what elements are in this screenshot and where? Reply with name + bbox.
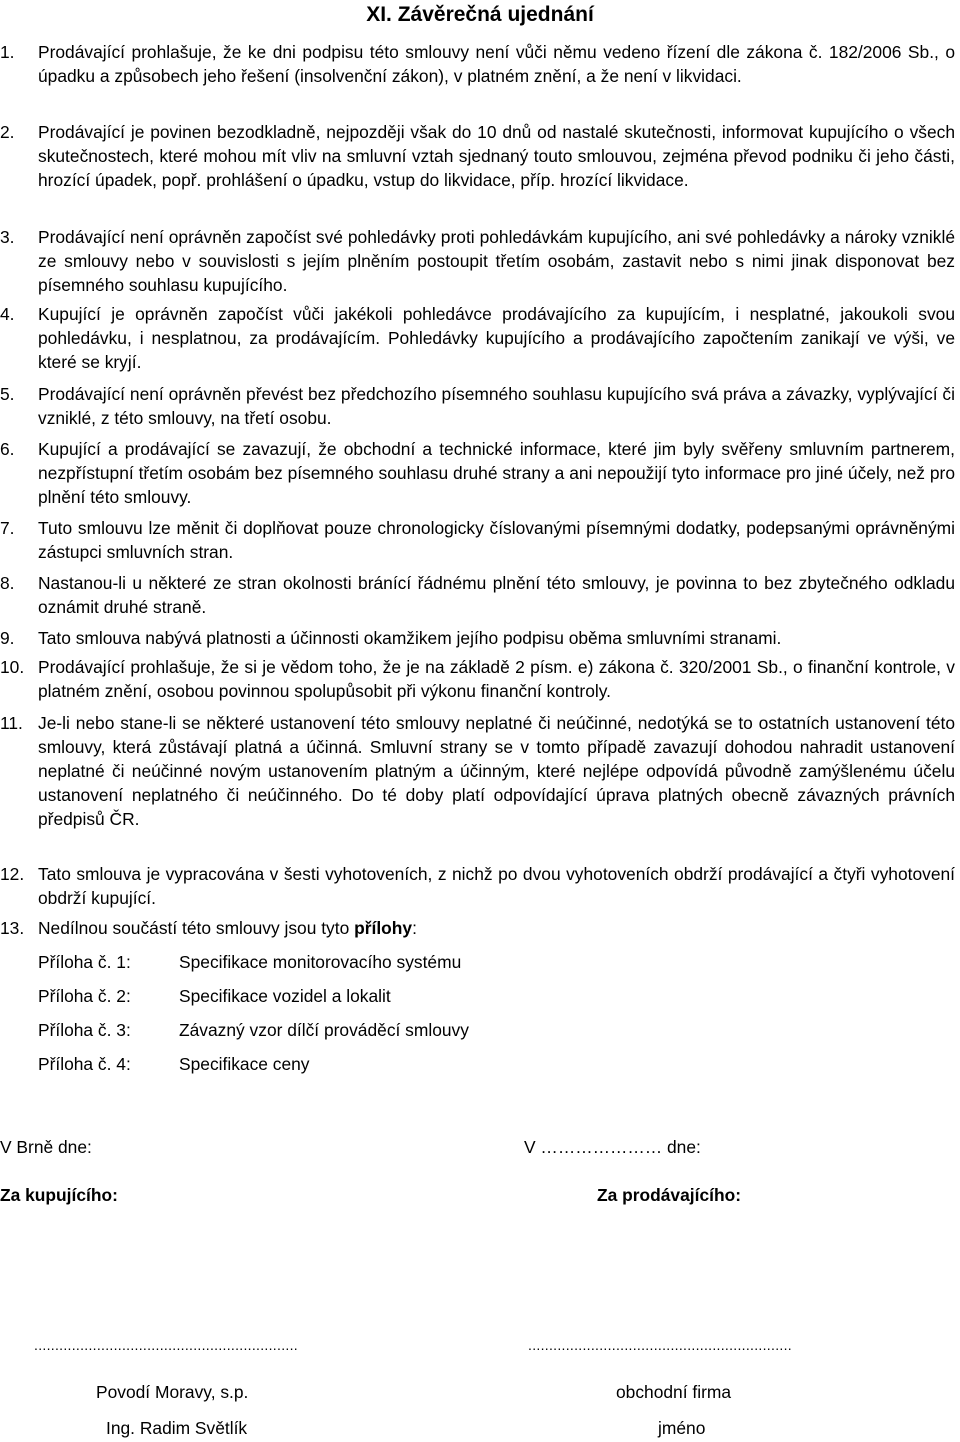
buyer-place-date: V Brně dne: <box>0 1137 92 1157</box>
seller-signature-line: ............................................................... <box>528 1337 792 1353</box>
clause-text: Prodávající není oprávněn převést bez předchozího písemného souhlasu kupujícího svá práva a závazky, vyplývající či vzniklé, z této smlouvy, na třetí osobu. <box>38 384 955 428</box>
buyer-signatory-name: Ing. Radim Světlík <box>106 1418 248 1438</box>
clause-text: Nastanou-li u některé ze stran okolnosti bránící řádnému plnění této smlouvy, je povinna to bez zbytečného odkladu oznámit druhé straně. <box>38 573 955 617</box>
attachments-keyword: přílohy <box>354 918 413 938</box>
clause-number: 11. <box>0 713 23 733</box>
section-title: XI. Závěrečná ujednání <box>366 3 594 26</box>
clause-number: 6. <box>0 439 15 459</box>
clause-number: 8. <box>0 573 15 593</box>
clause-number: 3. <box>0 227 15 247</box>
clause-text <box>38 916 955 940</box>
seller-place-date: V ………………… dne: <box>524 1137 701 1157</box>
attachment-description: Specifikace vozidel a lokalit <box>179 986 391 1006</box>
clause-number: 2. <box>0 122 15 142</box>
attachment-label: Příloha č. 4: <box>38 1054 131 1074</box>
clause-text-start: Nedílnou součástí této smlouvy jsou tyto <box>38 918 355 938</box>
clause-text-end: : <box>412 918 417 938</box>
attachment-description: Specifikace ceny <box>179 1054 310 1074</box>
seller-party-label: Za prodávajícího: <box>597 1185 741 1205</box>
clause-number: 10. <box>0 657 25 677</box>
attachment-description: Specifikace monitorovacího systému <box>179 952 462 972</box>
buyer-signature-line: ............................................................... <box>34 1337 298 1353</box>
attachment-label: Příloha č. 3: <box>38 1020 131 1040</box>
clause-text: Prodávající prohlašuje, že ke dni podpisu této smlouvy není vůči němu vedeno řízení dle zákona č. 182/2006 Sb., o úpadku a způsobech jeho řešení (insolvenční zákon), v platném znění, a že není v likvidaci. <box>38 42 955 86</box>
clause-text: Prodávající prohlašuje, že si je vědom toho, že je na základě 2 písm. e) zákona č. 320/2001 Sb., o finanční kontrole, v platném znění, osobou povinnou spolupůsobit při výkonu finanční kontroly. <box>38 657 955 701</box>
clause-number: 9. <box>0 628 15 648</box>
buyer-organization: Povodí Moravy, s.p. <box>96 1382 249 1402</box>
attachment-description: Závazný vzor dílčí prováděcí smlouvy <box>179 1020 469 1040</box>
clause-text: Prodávající je povinen bezodkladně, nejpozději však do 10 dnů od nastalé skutečnosti, informovat kupujícího o všech skutečnostech, které mohou mít vliv na smluvní vztah sjednaný touto smlouvou, zejména převod podniku či jeho části, hrozící úpadek, popř. prohlášení o úpadku, vstup do likvidace, příp. hrozící likvidace. <box>38 122 955 190</box>
attachment-label: Příloha č. 2: <box>38 986 131 1006</box>
clause-text: Tato smlouva nabývá platnosti a účinnosti okamžikem jejího podpisu oběma smluvními stranami. <box>38 628 782 648</box>
clause-text: Prodávající není oprávněn započíst své pohledávky proti pohledávkám kupujícího, ani své pohledávky a nároky vzniklé ze smlouvy nebo v souvislosti s jejím plněním postoupit třetím osobám, zastavit nebo s nimi jinak disponovat bez písemného souhlasu kupujícího. <box>38 227 955 295</box>
clause-text: Je-li nebo stane-li se některé ustanovení této smlouvy neplatné či neúčinné, nedotýká se to ostatních ustanovení této smlouvy, která zůstávají platná a účinná. Smluvní strany se v tomto případě zavazují dohodou nahradit ustanovení neplatné či neúčinné novým ustanovením platným a účinným, které nejlépe odpovídá původně zamýšlenému účelu ustanovení neplatného či neúčinného. Do té doby platí odpovídající úprava platných obecně závazných právních předpisů ČR. <box>38 713 955 829</box>
clause-number: 5. <box>0 384 15 404</box>
clause-text: Kupující a prodávající se zavazují, že obchodní a technické informace, které jim byly svěřeny smluvním partnerem, nezpřístupní třetím osobám bez písemného souhlasu druhé strany a ani nepoužijí tyto informace pro jiné účely, než pro plnění této smlouvy. <box>38 439 955 507</box>
seller-organization: obchodní firma <box>616 1382 732 1402</box>
clause-number: 12. <box>0 864 25 884</box>
clause-number: 4. <box>0 304 15 324</box>
clause-number: 7. <box>0 518 15 538</box>
clause-text: Kupující je oprávněn započíst vůči jakékoli pohledávce prodávajícího za kupujícím, i nesplatné, jakoukoli svou pohledávku, i nesplatnou, za prodávajícím. Pohledávky kupujícího a prodávajícího započtením zanikají ve výši, ve které se kryjí. <box>38 304 955 372</box>
clause-number: 1. <box>0 42 15 62</box>
buyer-party-label: Za kupujícího: <box>0 1185 118 1205</box>
attachment-label: Příloha č. 1: <box>38 952 131 972</box>
clause-text: Tuto smlouvu lze měnit či doplňovat pouze chronologicky číslovanými písemnými dodatky, podepsanými oprávněnými zástupci smluvních stran. <box>38 518 955 562</box>
clause-number: 13. <box>0 918 25 938</box>
clause-text: Tato smlouva je vypracována v šesti vyhotoveních, z nichž po dvou vyhotoveních obdrží prodávající a čtyři vyhotovení obdrží kupující. <box>38 864 955 908</box>
seller-signatory-name: jméno <box>658 1418 706 1438</box>
